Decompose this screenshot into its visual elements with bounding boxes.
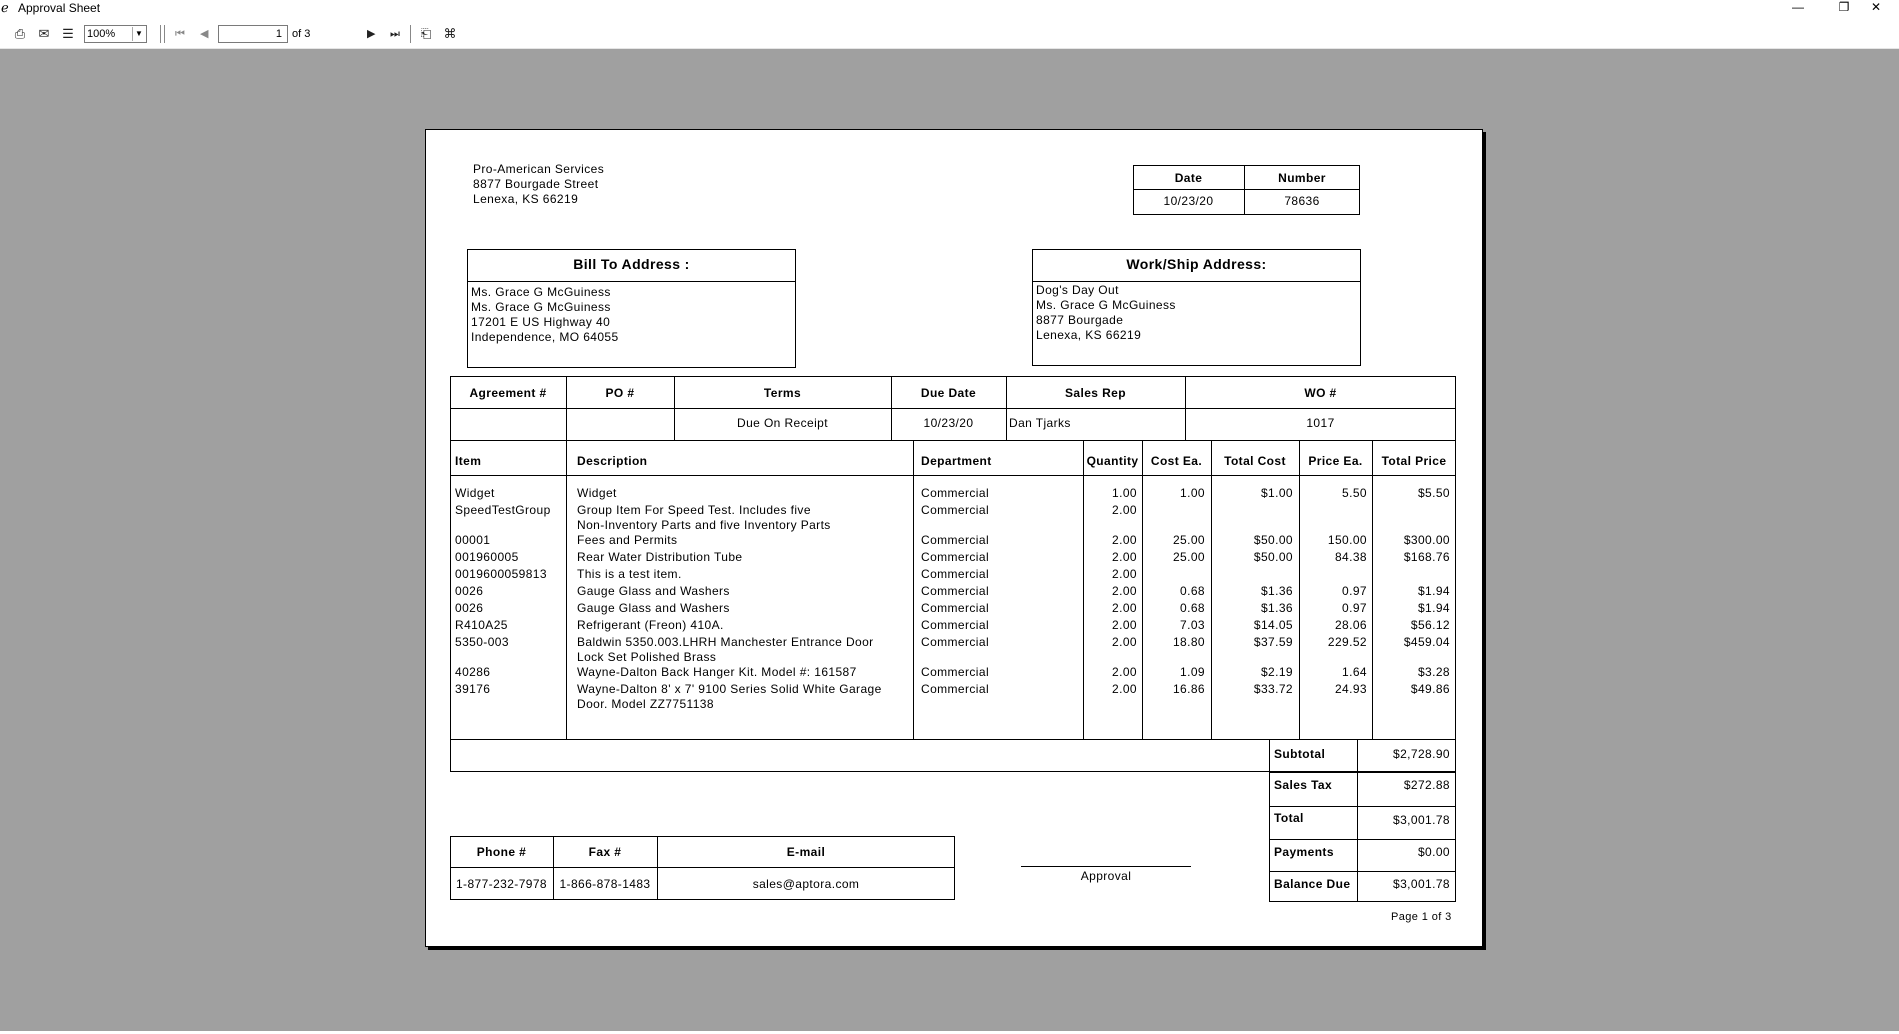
total-cost-cell: $50.00 (1253, 533, 1293, 547)
description-cell: Gauge Glass and Washers (577, 584, 730, 598)
toolbar-separator (410, 25, 411, 43)
total-value: $3,001.78 (1393, 813, 1450, 827)
cost-each-cell: 25.00 (1172, 533, 1205, 547)
total-price-cell: $168.76 (1403, 550, 1450, 564)
email-label: E-mail (786, 845, 826, 859)
department-cell: Commercial (921, 584, 990, 598)
total-cost-cell: $14.05 (1253, 618, 1293, 632)
restore-icon: ❐ (1838, 0, 1850, 14)
chevron-down-icon[interactable]: ▼ (132, 27, 145, 41)
description-cell: Baldwin 5350.003.LHRH Manchester Entrance Door (577, 635, 874, 649)
approval-label: Approval (1080, 869, 1132, 883)
quantity-cell: 2.00 (1112, 682, 1137, 696)
quantity-cell: 2.00 (1112, 601, 1137, 615)
due-date-value: 10/23/20 (923, 416, 974, 430)
page-number-input[interactable]: 1 (218, 25, 288, 43)
cost-each-cell: 18.80 (1172, 635, 1205, 649)
agreement-header: Agreement # (469, 386, 547, 400)
sales-rep-header: Sales Rep (1065, 386, 1126, 400)
total-cost-cell: $1.36 (1260, 601, 1293, 615)
total-price-cell: $49.86 (1410, 682, 1450, 696)
minimize-icon: — (1792, 0, 1804, 14)
bill-to-title: Bill To Address : (573, 256, 690, 272)
quantity-cell: 2.00 (1112, 567, 1137, 581)
total-label: Total (1274, 811, 1304, 825)
close-button[interactable] (1853, 0, 1899, 16)
window-title: Approval Sheet (18, 1, 101, 15)
price-each-cell: 24.93 (1334, 682, 1367, 696)
cost-each-cell: 7.03 (1180, 618, 1205, 632)
price-each-cell: 0.97 (1342, 584, 1367, 598)
ship-to-line: Lenexa, KS 66219 (1036, 328, 1142, 342)
description-cell: Refrigerant (Freon) 410A. (577, 618, 724, 632)
close-icon: ✕ (1870, 0, 1882, 14)
minimize-button[interactable] (1775, 0, 1821, 16)
item-cell: 5350-003 (455, 635, 509, 649)
description-cell: Widget (577, 486, 617, 500)
total-cost-cell: $33.72 (1253, 682, 1293, 696)
description-cell-line2: Non-Inventory Parts and five Inventory Parts (577, 518, 831, 532)
price-each-cell: 0.97 (1342, 601, 1367, 615)
quantity-cell: 2.00 (1112, 665, 1137, 679)
total-price-cell: $459.04 (1403, 635, 1450, 649)
email-value: sales@aptora.com (752, 877, 860, 891)
price-each-cell: 229.52 (1327, 635, 1367, 649)
description-cell: Wayne-Dalton Back Hanger Kit. Model #: 161587 (577, 665, 857, 679)
description-header: Description (577, 454, 648, 468)
balance-due-label: Balance Due (1274, 877, 1351, 891)
quantity-header: Quantity (1086, 454, 1139, 468)
total-price-cell: $1.94 (1417, 601, 1450, 615)
last-page-icon[interactable]: ⏭ (390, 28, 400, 40)
ship-to-title: Work/Ship Address: (1126, 256, 1267, 272)
ship-to-line: Dog's Day Out (1036, 283, 1119, 297)
payments-value: $0.00 (1417, 845, 1450, 859)
description-cell: Gauge Glass and Washers (577, 601, 730, 615)
item-cell: 40286 (455, 665, 491, 679)
item-cell: 0019600059813 (455, 567, 547, 581)
cost-each-cell: 1.00 (1180, 486, 1205, 500)
quantity-cell: 2.00 (1112, 533, 1137, 547)
fax-label: Fax # (588, 845, 622, 859)
department-cell: Commercial (921, 682, 990, 696)
price-each-cell: 5.50 (1342, 486, 1367, 500)
ship-to-line: 8877 Bourgade (1036, 313, 1124, 327)
cost-each-cell: 0.68 (1180, 584, 1205, 598)
page-footer: Page 1 of 3 (1391, 911, 1452, 923)
description-cell: Fees and Permits (577, 533, 678, 547)
total-cost-cell: $2.19 (1260, 665, 1293, 679)
date-label: Date (1174, 171, 1203, 185)
total-price-cell: $1.94 (1417, 584, 1450, 598)
subtotal-value: $2,728.90 (1393, 747, 1450, 761)
description-cell: Wayne-Dalton 8' x 7' 9100 Series Solid White Garage (577, 682, 882, 696)
po-header: PO # (605, 386, 635, 400)
price-each-header: Price Ea. (1308, 454, 1363, 468)
bill-to-line: Ms. Grace G McGuiness (471, 300, 611, 314)
ship-to-line: Ms. Grace G McGuiness (1036, 298, 1176, 312)
phone-label: Phone # (476, 845, 527, 859)
tree-icon[interactable]: ☰ (62, 26, 74, 41)
cost-each-cell: 0.68 (1180, 601, 1205, 615)
approval-signature-line (1021, 866, 1191, 867)
item-cell: 0026 (455, 584, 484, 598)
department-cell: Commercial (921, 550, 990, 564)
price-each-cell: 84.38 (1334, 550, 1367, 564)
description-cell: Group Item For Speed Test. Includes five (577, 503, 811, 517)
total-price-cell: $300.00 (1403, 533, 1450, 547)
sales-tax-value: $272.88 (1403, 778, 1450, 792)
cost-each-cell: 25.00 (1172, 550, 1205, 564)
company-name: Pro-American Services (473, 162, 605, 176)
department-cell: Commercial (921, 635, 990, 649)
number-label: Number (1278, 171, 1326, 185)
price-each-cell: 1.64 (1342, 665, 1367, 679)
total-cost-cell: $37.59 (1253, 635, 1293, 649)
item-cell: 00001 (455, 533, 491, 547)
quantity-cell: 2.00 (1112, 584, 1137, 598)
department-header: Department (921, 454, 992, 468)
zoom-select[interactable] (84, 25, 147, 43)
company-city: Lenexa, KS 66219 (473, 192, 579, 206)
bill-to-line: Ms. Grace G McGuiness (471, 285, 611, 299)
toolbar-separator (160, 25, 161, 43)
terms-header: Terms (763, 386, 802, 400)
department-cell: Commercial (921, 618, 990, 632)
item-cell: 001960005 (455, 550, 519, 564)
item-header: Item (455, 454, 482, 468)
toolbar-separator (164, 25, 165, 43)
department-cell: Commercial (921, 486, 990, 500)
quantity-cell: 1.00 (1112, 486, 1137, 500)
price-each-cell: 150.00 (1327, 533, 1367, 547)
description-cell: Rear Water Distribution Tube (577, 550, 743, 564)
description-cell: This is a test item. (577, 567, 682, 581)
total-cost-cell: $1.36 (1260, 584, 1293, 598)
quantity-cell: 2.00 (1112, 618, 1137, 632)
item-cell: R410A25 (455, 618, 508, 632)
export-icon[interactable]: ✉ (38, 26, 50, 41)
wo-header: WO # (1304, 386, 1337, 400)
department-cell: Commercial (921, 533, 990, 547)
print-icon[interactable]: ⎙ (14, 26, 26, 41)
description-cell-line2: Door. Model ZZ7751138 (577, 697, 714, 711)
page-count: of 3 (292, 28, 311, 40)
cost-each-header: Cost Ea. (1150, 454, 1203, 468)
quantity-cell: 2.00 (1112, 635, 1137, 649)
app-icon: ℯ (1, 0, 9, 15)
total-price-header: Total Price (1381, 454, 1447, 468)
next-page-icon[interactable]: ▶ (367, 28, 376, 40)
quantity-cell: 2.00 (1112, 550, 1137, 564)
price-each-cell: 28.06 (1334, 618, 1367, 632)
total-cost-header: Total Cost (1224, 454, 1286, 468)
page-setup-icon[interactable]: ⎗ (420, 26, 432, 41)
item-cell: Widget (455, 486, 495, 500)
total-price-cell: $3.28 (1417, 665, 1450, 679)
company-street: 8877 Bourgade Street (473, 177, 599, 191)
item-cell: 39176 (455, 682, 491, 696)
zoom-value: 100% (87, 28, 116, 40)
total-cost-cell: $50.00 (1253, 550, 1293, 564)
department-cell: Commercial (921, 503, 990, 517)
total-price-cell: $56.12 (1410, 618, 1450, 632)
department-cell: Commercial (921, 665, 990, 679)
department-cell: Commercial (921, 567, 990, 581)
bill-to-line: Independence, MO 64055 (471, 330, 619, 344)
previous-page-icon[interactable]: ◀ (200, 28, 209, 40)
title-bar (0, 0, 1899, 17)
cost-each-cell: 16.86 (1172, 682, 1205, 696)
sales-rep-value: Dan Tjarks (1009, 416, 1071, 430)
bill-to-line: 17201 E US Highway 40 (471, 315, 611, 329)
description-cell-line2: Lock Set Polished Brass (577, 650, 717, 664)
item-cell: SpeedTestGroup (455, 503, 551, 517)
find-icon[interactable]: ⌘ (443, 26, 457, 41)
item-cell: 0026 (455, 601, 484, 615)
first-page-icon[interactable]: ⏮ (175, 28, 185, 40)
fax-value: 1-866-878-1483 (559, 877, 651, 891)
due-date-header: Due Date (920, 386, 977, 400)
invoice-number: 78636 (1284, 194, 1320, 208)
quantity-cell: 2.00 (1112, 503, 1137, 517)
sales-tax-label: Sales Tax (1274, 778, 1333, 792)
cost-each-cell: 1.09 (1180, 665, 1205, 679)
terms-value: Due On Receipt (737, 416, 828, 430)
total-price-cell: $5.50 (1417, 486, 1450, 500)
payments-label: Payments (1274, 845, 1334, 859)
report-page (425, 129, 1483, 947)
wo-value: 1017 (1306, 416, 1335, 430)
invoice-date: 10/23/20 (1163, 194, 1214, 208)
subtotal-label: Subtotal (1274, 747, 1326, 761)
department-cell: Commercial (921, 601, 990, 615)
balance-due-value: $3,001.78 (1393, 877, 1450, 891)
phone-value: 1-877-232-7978 (455, 877, 547, 891)
total-cost-cell: $1.00 (1260, 486, 1293, 500)
